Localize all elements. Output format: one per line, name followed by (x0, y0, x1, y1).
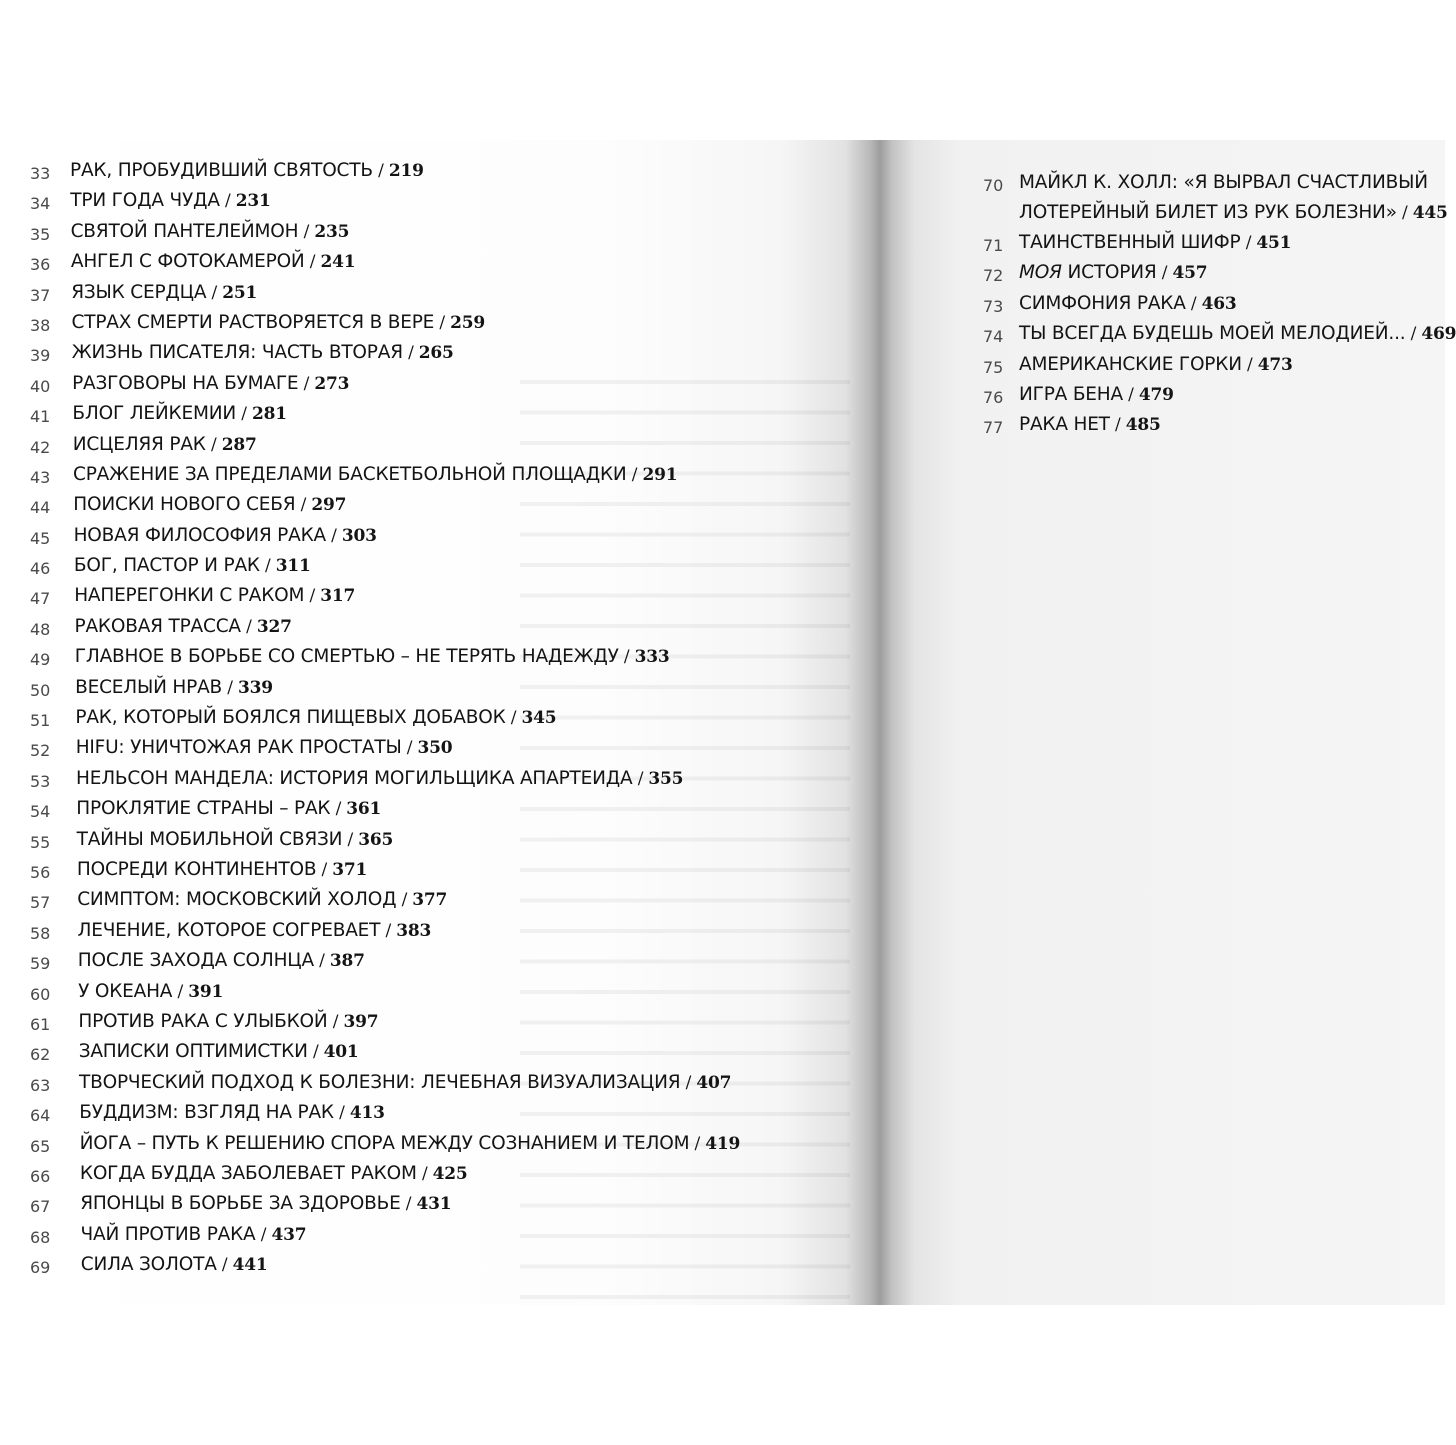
page-number: 463 (1201, 293, 1237, 314)
chapter-title-text: ЧАЙ ПРОТИВ РАКА (80, 1223, 256, 1245)
chapter-title-text: БУДДИЗМ: ВЗГЛЯД НА РАК (79, 1102, 334, 1124)
page-number: 473 (1257, 354, 1293, 375)
separator: / (632, 768, 649, 789)
chapter-title-text: ЖИЗНЬ ПИСАТЕЛЯ: ЧАСТЬ ВТОРАЯ (71, 342, 403, 364)
toc-entry (30, 948, 870, 978)
toc-entry (30, 735, 870, 765)
toc-entry (30, 1222, 870, 1252)
chapter-title (75, 616, 292, 637)
chapter-title-text: ПРОТИВ РАКА С УЛЫБКОЙ (78, 1010, 328, 1032)
separator: / (240, 616, 257, 637)
chapter-title-text: СТРАХ СМЕРТИ РАСТВОРЯЕТСЯ В ВЕРЕ (71, 311, 435, 333)
chapter-number: 71 (983, 236, 1004, 255)
page-number: 303 (341, 525, 377, 546)
chapter-title (75, 646, 670, 667)
chapter-number: 55 (30, 832, 51, 852)
page-number: 241 (320, 252, 356, 273)
chapter-title (74, 585, 355, 606)
page-number: 291 (642, 464, 678, 485)
page-number: 281 (251, 404, 287, 425)
separator: / (304, 586, 321, 607)
separator: / (206, 282, 223, 303)
separator: / (327, 1011, 344, 1032)
chapter-number: 61 (30, 1014, 51, 1034)
toc-entry (30, 523, 870, 553)
page-number: 287 (221, 434, 257, 455)
chapter-title (75, 677, 273, 698)
chapter-title (1019, 354, 1293, 375)
separator: / (1405, 324, 1422, 345)
chapter-number: 56 (30, 862, 51, 882)
page-number: 397 (343, 1011, 379, 1032)
chapter-title-text: РАКОВАЯ ТРАССА (74, 615, 241, 637)
page-number: 425 (432, 1163, 468, 1184)
toc-entry (983, 170, 1448, 230)
chapter-number: 44 (30, 498, 51, 518)
chapter-title (70, 190, 270, 211)
chapter-number: 52 (30, 741, 51, 761)
page-number: 297 (311, 495, 347, 516)
chapter-number: 57 (30, 893, 51, 913)
separator: / (689, 1133, 706, 1154)
page-number: 401 (323, 1042, 359, 1063)
chapter-number: 69 (30, 1258, 51, 1278)
chapter-title-text: ПОСРЕДИ КОНТИНЕНТОВ (76, 858, 317, 880)
separator: / (680, 1072, 697, 1093)
toc-entry (983, 291, 1443, 321)
chapter-title (79, 1072, 731, 1093)
left-page-toc (30, 158, 870, 1282)
page-number: 457 (1172, 263, 1208, 284)
separator: / (505, 708, 522, 729)
separator: / (295, 495, 312, 516)
chapter-number: 43 (30, 467, 51, 487)
chapter-number: 42 (30, 437, 51, 457)
chapter-number: 39 (30, 346, 51, 366)
chapter-title-text: У ОКЕАНА (78, 980, 173, 1002)
page-number: 479 (1138, 384, 1174, 405)
chapter-title-text: HIFU: УНИЧТОЖАЯ РАК ПРОСТАТЫ (75, 737, 402, 759)
toc-entry (983, 412, 1443, 442)
separator: / (1241, 354, 1258, 375)
page-number: 350 (417, 738, 453, 759)
toc-entry (30, 280, 870, 310)
toc-entry (30, 1009, 870, 1039)
chapter-title (1019, 414, 1161, 435)
page-number: 377 (412, 890, 448, 911)
page-number: 235 (314, 221, 350, 242)
toc-entry (30, 188, 870, 218)
page-number: 231 (235, 191, 271, 212)
chapter-title-text: ПОИСКИ НОВОГО СЕБЯ (73, 494, 296, 516)
chapter-number: 73 (983, 296, 1004, 316)
toc-entry (30, 1039, 870, 1069)
separator: / (236, 404, 252, 425)
chapter-title (71, 221, 350, 242)
toc-entry (983, 260, 1443, 290)
chapter-title-text: КОГДА БУДДА ЗАБОЛЕВАЕТ РАКОМ (79, 1162, 417, 1184)
chapter-number: 33 (30, 164, 51, 183)
chapter-title-text: БЛОГ ЛЕЙКЕМИИ (72, 403, 237, 425)
toc-entry (30, 979, 870, 1009)
chapter-title (77, 829, 394, 850)
chapter-number: 76 (983, 387, 1004, 407)
chapter-title (71, 282, 257, 303)
chapter-number: 40 (30, 376, 51, 396)
chapter-title-text: ПОСЛЕ ЗАХОДА СОЛНЦА (77, 950, 314, 972)
page-number: 371 (332, 859, 368, 880)
chapter-title (72, 312, 486, 333)
chapter-title (81, 1224, 307, 1245)
separator: / (298, 373, 315, 394)
chapter-title-text: НОВАЯ ФИЛОСОФИЯ РАКА (73, 524, 326, 546)
right-page-toc (983, 170, 1456, 443)
toc-entry (30, 432, 870, 462)
page-number: 339 (238, 677, 273, 698)
separator: / (342, 829, 359, 850)
chapter-number: 70 (983, 176, 1004, 195)
chapter-number: 77 (983, 418, 1004, 438)
separator: / (298, 221, 315, 242)
chapter-title-text: ЯПОНЦЫ В БОРЬБЕ ЗА ЗДОРОВЬЕ (80, 1193, 401, 1215)
separator: / (416, 1163, 433, 1184)
chapter-title (73, 464, 677, 485)
chapter-number: 45 (30, 528, 51, 548)
toc-entry (30, 766, 870, 796)
page-number: 273 (314, 373, 350, 394)
chapter-title-text: ЛЕЧЕНИЕ, КОТОРОЕ СОГРЕВАЕТ (77, 919, 381, 941)
page-number: 333 (634, 647, 670, 668)
toc-entry (30, 401, 870, 431)
chapter-number: 74 (983, 327, 1004, 347)
chapter-title (80, 1133, 741, 1154)
chapter-title-text: ТАИНСТВЕННЫЙ ШИФР (1019, 232, 1241, 253)
toc-entry (30, 705, 870, 735)
toc-entry (30, 553, 870, 583)
chapter-number: 34 (30, 194, 51, 214)
page-number: 383 (396, 920, 432, 941)
page-number: 251 (222, 282, 258, 303)
chapter-title (76, 798, 381, 819)
toc-entry (30, 462, 870, 492)
separator: / (626, 464, 643, 485)
chapter-number: 58 (30, 923, 51, 943)
chapter-title-text: ТРИ ГОДА ЧУДА (70, 190, 220, 212)
separator: / (205, 434, 222, 455)
chapter-number: 35 (30, 224, 51, 244)
chapter-title-text: ГЛАВНОЕ В БОРЬБЕ СО СМЕРТЬЮ – НЕ ТЕРЯТЬ НАДЕЖДУ (74, 646, 619, 668)
chapter-title-text: АМЕРИКАНСКИЕ ГОРКИ (1019, 353, 1242, 375)
toc-entry (30, 492, 870, 522)
chapter-title (71, 251, 356, 272)
chapter-title-text: СИМФОНИЯ РАКА (1019, 292, 1186, 314)
page-number: 469 (1421, 324, 1456, 345)
chapter-title (76, 737, 453, 758)
chapter-title-text: ИСТОРИЯ (1061, 262, 1157, 284)
separator: / (255, 1224, 272, 1245)
page-number: 451 (1256, 233, 1292, 253)
separator: / (1156, 263, 1173, 284)
toc-entry (30, 918, 870, 948)
separator: / (325, 525, 342, 546)
chapter-title-text: ЗАПИСКИ ОПТИМИСТКИ (78, 1041, 308, 1063)
page-number: 327 (256, 616, 292, 637)
chapter-number: 49 (30, 650, 51, 670)
page-number: 355 (648, 768, 684, 789)
page-number: 361 (346, 799, 382, 820)
chapter-title (1019, 323, 1456, 344)
chapter-number: 59 (30, 954, 51, 974)
separator: / (222, 677, 238, 698)
chapter-number: 46 (30, 559, 51, 579)
chapter-title (77, 859, 367, 880)
toc-entry (30, 158, 870, 188)
chapter-title-text: СИЛА ЗОЛОТА (80, 1254, 217, 1276)
chapter-title-text: БОГ, ПАСТОР И РАК (73, 555, 260, 577)
page-number: 431 (416, 1194, 452, 1215)
chapter-title (81, 1254, 268, 1275)
page-number: 259 (450, 312, 485, 333)
chapter-title (1019, 232, 1291, 253)
chapter-title-text: ТВОРЧЕСКИЙ ПОДХОД К БОЛЕЗНИ: ЛЕЧЕБНАЯ ВИЗУАЛИЗАЦИЯ (79, 1071, 681, 1093)
separator: / (1122, 384, 1139, 405)
toc-entry (30, 644, 870, 674)
separator: / (259, 556, 276, 577)
separator: / (219, 191, 236, 212)
chapter-number: 64 (30, 1106, 51, 1126)
page-number: 419 (705, 1133, 741, 1154)
separator: / (401, 738, 418, 759)
separator: / (172, 981, 189, 1002)
separator: / (333, 1103, 350, 1124)
chapter-title-text: НАПЕРЕГОНКИ С РАКОМ (74, 585, 305, 607)
chapter-title-text: РАК, КОТОРЫЙ БОЯЛСЯ ПИЩЕВЫХ ДОБАВОК (75, 707, 506, 729)
separator: / (380, 920, 397, 941)
chapter-title (72, 342, 454, 363)
chapter-title-text: СВЯТОЙ ПАНТЕЛЕЙМОН (70, 220, 299, 242)
chapter-number: 51 (30, 711, 51, 731)
chapter-title-text: ПРОКЛЯТИЕ СТРАНЫ – РАК (76, 798, 331, 820)
chapter-title-text: ИСЦЕЛЯЯ РАК (72, 433, 206, 455)
chapter-title-line1: МАЙКЛ К. ХОЛЛ: «Я ВЫРВАЛ СЧАСТЛИВЫЙ (1019, 172, 1428, 193)
chapter-number: 60 (30, 984, 51, 1004)
chapter-title (1019, 172, 1428, 193)
chapter-number: 50 (30, 680, 51, 700)
chapter-title-line2-text: ЛОТЕРЕЙНЫЙ БИЛЕТ ИЗ РУК БОЛЕЗНИ» (1019, 202, 1397, 223)
separator: / (434, 312, 451, 333)
chapter-title (77, 889, 447, 910)
separator: / (402, 343, 419, 364)
toc-entry (30, 1252, 870, 1282)
chapter-title (73, 434, 257, 455)
chapter-number: 72 (983, 266, 1004, 286)
separator: / (216, 1255, 233, 1276)
separator: / (396, 890, 413, 911)
chapter-title (79, 1102, 384, 1123)
toc-entry (30, 583, 870, 613)
toc-entry (30, 887, 870, 917)
chapter-title-text: ТЫ ВСЕГДА БУДЕШЬ МОЕЙ МЕЛОДИЕЙ... (1019, 323, 1406, 345)
chapter-title-text: РАЗГОВОРЫ НА БУМАГЕ (72, 372, 299, 394)
toc-entry (983, 321, 1456, 351)
chapter-number: 38 (30, 315, 51, 335)
chapter-title-text: ЯЗЫК СЕРДЦА (71, 281, 207, 303)
chapter-number: 53 (30, 771, 51, 791)
page-number: 441 (232, 1255, 268, 1276)
chapter-title (70, 160, 424, 181)
chapter-title (72, 373, 349, 394)
chapter-title (80, 1193, 451, 1214)
chapter-number: 65 (30, 1136, 51, 1156)
toc-entry (30, 1131, 870, 1161)
toc-entry (30, 827, 870, 857)
chapter-number: 68 (30, 1227, 51, 1247)
toc-entry (30, 1100, 870, 1130)
toc-entry (30, 371, 870, 401)
toc-entry (30, 249, 870, 279)
chapter-number: 75 (983, 357, 1004, 377)
page-number: 485 (1125, 415, 1161, 436)
page-number: 407 (696, 1072, 732, 1093)
separator: / (618, 647, 635, 668)
chapter-number: 47 (30, 589, 51, 609)
toc-entry (30, 310, 870, 340)
toc-entry (983, 352, 1443, 382)
chapter-number: 41 (30, 407, 51, 427)
separator: / (1240, 233, 1257, 253)
chapter-number: 36 (30, 255, 51, 275)
chapter-title-text: ТАЙНЫ МОБИЛЬНОЙ СВЯЗИ (76, 828, 343, 850)
chapter-title-text: АНГЕЛ С ФОТОКАМЕРОЙ (70, 251, 305, 273)
page-number: 345 (521, 708, 557, 729)
chapter-title (1019, 293, 1237, 314)
page-number: 437 (271, 1224, 307, 1245)
toc-entry (30, 340, 870, 370)
chapter-title (1019, 384, 1174, 405)
chapter-title (78, 1011, 378, 1032)
toc-entry (30, 1161, 870, 1191)
chapter-title (80, 1163, 468, 1184)
separator: / (316, 859, 333, 880)
chapter-number: 66 (30, 1166, 51, 1186)
chapter-number: 37 (30, 285, 51, 305)
chapter-title-text: РАКА НЕТ (1019, 414, 1110, 436)
separator: / (1109, 415, 1126, 436)
toc-entry (30, 675, 870, 705)
chapter-number: 67 (30, 1197, 51, 1217)
chapter-title-text: СИМПТОМ: МОСКОВСКИЙ ХОЛОД (77, 889, 397, 911)
separator: / (313, 951, 330, 972)
toc-entry (983, 382, 1443, 412)
separator: / (1396, 203, 1413, 223)
separator: / (307, 1042, 324, 1063)
separator: / (1185, 293, 1202, 314)
page-number: 413 (349, 1103, 385, 1124)
chapter-title (78, 981, 223, 1002)
chapter-title-text: ИГРА БЕНА (1019, 383, 1123, 405)
page-number: 445 (1412, 203, 1448, 223)
toc-entry (30, 796, 870, 826)
chapter-title (73, 494, 346, 515)
toc-entry (30, 219, 870, 249)
chapter-title (78, 920, 432, 941)
toc-entry (30, 1070, 870, 1100)
chapter-title-text: ЙОГА – ПУТЬ К РЕШЕНИЮ СПОРА МЕЖДУ СОЗНАНИЕМ И ТЕЛОМ (79, 1132, 690, 1154)
separator: / (400, 1194, 417, 1215)
chapter-title (74, 525, 377, 546)
page-number: 311 (275, 556, 311, 577)
chapter-title (75, 707, 556, 728)
toc-entry (30, 614, 870, 644)
page-number: 219 (388, 161, 424, 181)
chapter-title-text: НЕЛЬСОН МАНДЕЛА: ИСТОРИЯ МОГИЛЬЩИКА АПАРТЕИДА (76, 767, 633, 789)
chapter-title (76, 768, 683, 789)
chapter-number: 54 (30, 802, 51, 822)
page-number: 365 (358, 829, 394, 850)
chapter-number: 48 (30, 619, 51, 639)
chapter-number: 63 (30, 1075, 51, 1095)
chapter-title (1019, 262, 1207, 283)
separator: / (372, 161, 389, 181)
page-number: 317 (320, 586, 356, 607)
chapter-title (78, 950, 365, 971)
chapter-title (72, 403, 286, 424)
toc-entry (983, 230, 1443, 260)
chapter-title (74, 555, 311, 576)
chapter-title (79, 1041, 359, 1062)
page-number: 391 (188, 981, 224, 1002)
chapter-title-italic: МОЯ (1019, 262, 1062, 284)
page-number: 265 (418, 343, 454, 364)
chapter-title-text: СРАЖЕНИЕ ЗА ПРЕДЕЛАМИ БАСКЕТБОЛЬНОЙ ПЛОЩАДКИ (73, 463, 627, 485)
toc-entry (30, 1191, 870, 1221)
separator: / (330, 799, 347, 820)
chapter-title-line2 (1019, 202, 1448, 223)
chapter-number: 62 (30, 1045, 51, 1065)
toc-entry (30, 857, 870, 887)
separator: / (304, 252, 321, 273)
page-number: 387 (329, 951, 365, 972)
chapter-title-text: РАК, ПРОБУДИВШИЙ СВЯТОСТЬ (70, 160, 373, 181)
chapter-title-text: ВЕСЕЛЫЙ НРАВ (75, 676, 223, 698)
